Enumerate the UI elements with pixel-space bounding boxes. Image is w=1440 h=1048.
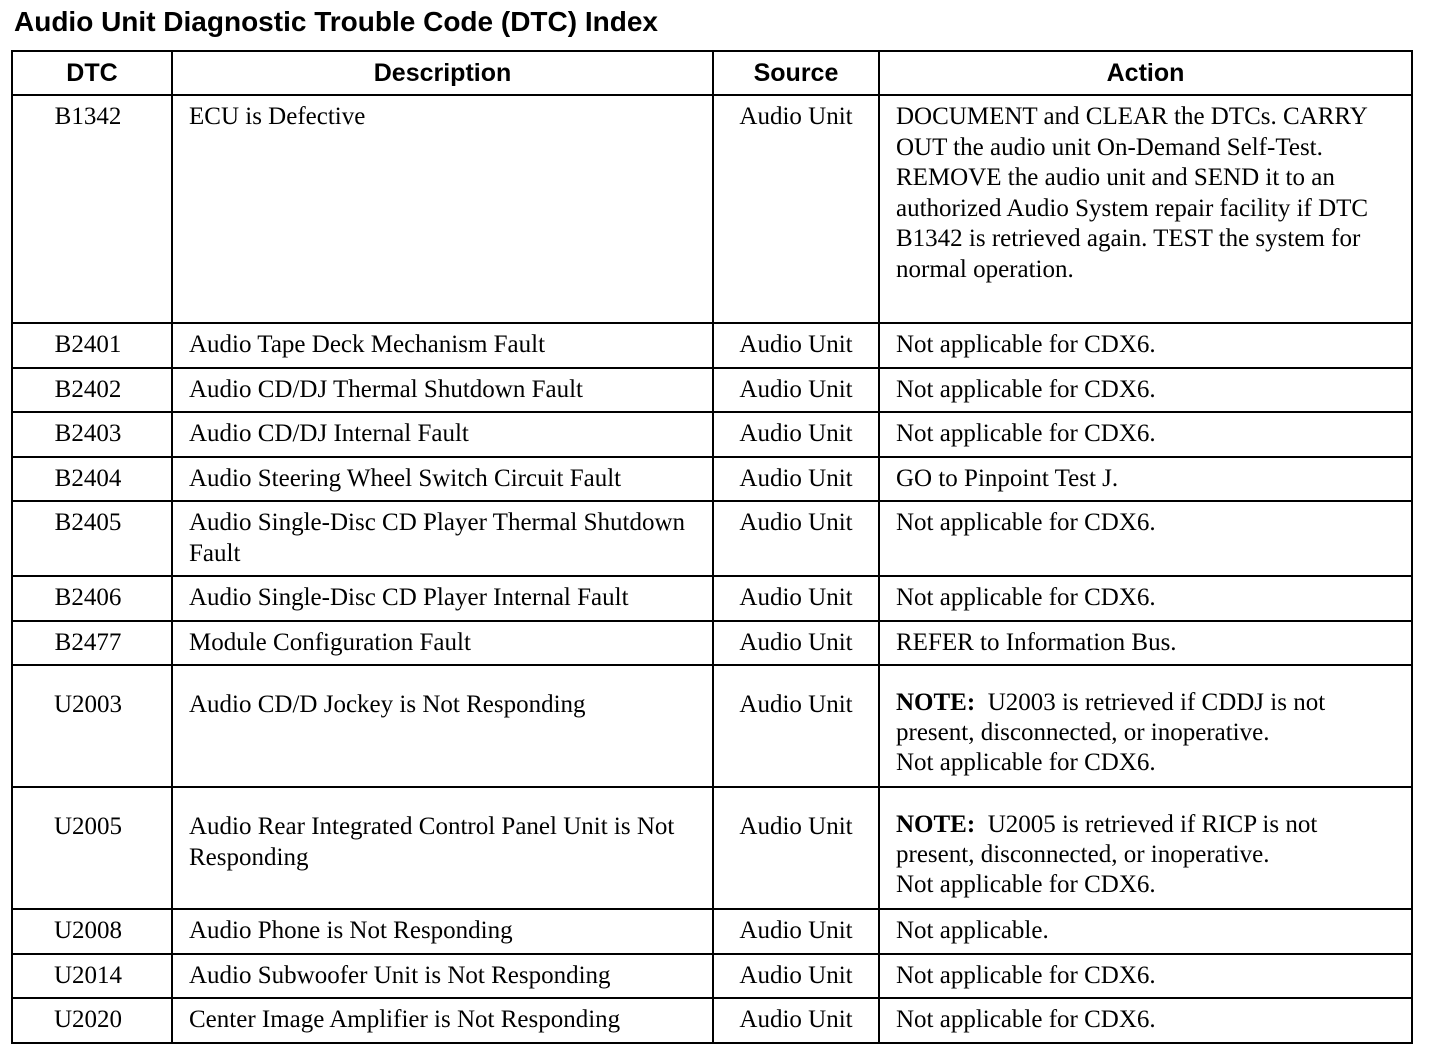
action-cell xyxy=(879,457,1412,502)
source-cell xyxy=(713,95,879,323)
source-cell xyxy=(713,576,879,621)
table-row xyxy=(12,998,1412,1043)
description-cell xyxy=(172,323,713,368)
description-cell xyxy=(172,501,713,576)
source-text: Audio Unit xyxy=(739,464,853,492)
action-text: Not applicable for CDX6. xyxy=(896,509,1156,536)
dtc-index-table xyxy=(11,50,1413,1044)
dtc-code-cell xyxy=(12,412,172,457)
action-note-block xyxy=(880,788,1411,906)
description-cell xyxy=(172,787,713,909)
dtc-code-cell xyxy=(12,95,172,323)
source-text: Audio Unit xyxy=(739,509,853,536)
note-text: U2005 is retrieved if RICP is not present, disconnected, or inoperative. xyxy=(896,811,1318,868)
dtc-code-cell xyxy=(12,501,172,576)
table-row xyxy=(12,95,1412,323)
dtc-code: U2014 xyxy=(53,961,123,989)
source-text: Audio Unit xyxy=(739,628,853,656)
table-row xyxy=(12,412,1412,457)
dtc-code-cell xyxy=(12,368,172,413)
dtc-code-cell xyxy=(12,621,172,666)
action-text: Not applicable for CDX6. xyxy=(896,420,1156,447)
action-text: Not applicable for CDX6. xyxy=(896,961,1156,989)
table-row xyxy=(12,457,1412,502)
description-cell xyxy=(172,412,713,457)
description-cell xyxy=(172,998,713,1043)
action-cell xyxy=(879,621,1412,666)
table-row xyxy=(12,368,1412,413)
source-text: Audio Unit xyxy=(739,420,853,447)
note-label: NOTE: xyxy=(896,689,976,716)
table-row xyxy=(12,501,1412,576)
source-cell xyxy=(713,323,879,368)
description-text: Audio Steering Wheel Switch Circuit Fault xyxy=(189,464,622,492)
action-cell xyxy=(879,998,1412,1043)
description-cell xyxy=(172,909,713,954)
note-text: U2003 is retrieved if CDDJ is not present, disconnected, or inoperative. xyxy=(896,689,1326,746)
dtc-code: B1342 xyxy=(54,103,122,130)
dtc-code-cell xyxy=(12,457,172,502)
column-header-description: Description xyxy=(172,51,713,95)
action-cell xyxy=(879,501,1412,576)
dtc-code: B2401 xyxy=(54,331,122,358)
description-text: Audio Rear Integrated Control Panel Unit is Not Responding xyxy=(189,813,675,871)
dtc-code-cell xyxy=(12,665,172,787)
dtc-code: U2005 xyxy=(53,813,123,840)
action-text: Not applicable. xyxy=(896,917,1049,944)
dtc-code: B2404 xyxy=(54,464,122,492)
action-text: Not applicable for CDX6. xyxy=(896,1006,1156,1033)
action-text: Not applicable for CDX6. xyxy=(896,331,1156,358)
action-text: GO to Pinpoint Test J. xyxy=(896,464,1119,492)
source-cell xyxy=(713,665,879,787)
table-row xyxy=(12,323,1412,368)
dtc-code: B2477 xyxy=(54,628,122,656)
source-cell xyxy=(713,909,879,954)
source-text: Audio Unit xyxy=(739,103,853,130)
source-text: Audio Unit xyxy=(739,917,853,944)
table-row xyxy=(12,787,1412,909)
dtc-code: B2402 xyxy=(54,375,122,403)
dtc-code-cell xyxy=(12,323,172,368)
description-text: Audio Subwoofer Unit is Not Responding xyxy=(189,961,611,989)
action-cell xyxy=(879,412,1412,457)
description-text: Module Configuration Fault xyxy=(189,628,471,656)
source-cell xyxy=(713,368,879,413)
action-cell xyxy=(879,95,1412,323)
description-text: Audio Tape Deck Mechanism Fault xyxy=(189,331,546,358)
table-row xyxy=(12,954,1412,999)
description-cell xyxy=(172,95,713,323)
column-header-dtc: DTC xyxy=(12,51,172,95)
source-text: Audio Unit xyxy=(739,961,853,989)
action-text: Not applicable for CDX6. xyxy=(896,584,1156,611)
action-cell xyxy=(879,665,1412,787)
action-note-block xyxy=(880,666,1411,784)
source-text: Audio Unit xyxy=(739,691,853,718)
action-text: Not applicable for CDX6. xyxy=(896,375,1156,403)
action-cell xyxy=(879,787,1412,909)
column-header-action: Action xyxy=(879,51,1412,95)
dtc-code-cell xyxy=(12,576,172,621)
dtc-code-cell xyxy=(12,787,172,909)
action-cell xyxy=(879,909,1412,954)
source-text: Audio Unit xyxy=(739,1006,853,1033)
action-cell xyxy=(879,576,1412,621)
description-cell xyxy=(172,621,713,666)
description-text: Audio CD/D Jockey is Not Responding xyxy=(189,691,586,718)
source-text: Audio Unit xyxy=(739,584,853,611)
source-text: Audio Unit xyxy=(739,813,853,840)
dtc-code: B2405 xyxy=(54,509,122,536)
dtc-code: U2008 xyxy=(53,917,123,944)
table-row xyxy=(12,576,1412,621)
action-cell xyxy=(879,954,1412,999)
source-cell xyxy=(713,412,879,457)
note-label: NOTE: xyxy=(896,811,976,838)
description-cell xyxy=(172,576,713,621)
description-text: Center Image Amplifier is Not Responding xyxy=(189,1006,621,1033)
source-cell xyxy=(713,501,879,576)
action-text: Not applicable for CDX6. xyxy=(896,749,1156,776)
source-cell xyxy=(713,998,879,1043)
description-text: Audio Single-Disc CD Player Internal Fault xyxy=(189,584,629,611)
dtc-code-cell xyxy=(12,998,172,1043)
table-row xyxy=(12,665,1412,787)
action-cell xyxy=(879,368,1412,413)
dtc-code: U2003 xyxy=(53,691,123,718)
dtc-code-cell xyxy=(12,909,172,954)
dtc-code-cell xyxy=(12,954,172,999)
page-title: Audio Unit Diagnostic Trouble Code (DTC) Index xyxy=(14,6,658,37)
dtc-code: B2406 xyxy=(54,584,122,611)
description-cell xyxy=(172,665,713,787)
action-text: DOCUMENT and CLEAR the DTCs. CARRY OUT the audio unit On-Demand Self-Test. REMOVE the audio unit and SEND it to an authorized Audio System repair facility if DTC B1342 is retrieved again. TEST the system for normal operation. xyxy=(896,103,1369,283)
source-cell xyxy=(713,457,879,502)
source-cell xyxy=(713,787,879,909)
action-text: REFER to Information Bus. xyxy=(896,628,1177,656)
description-text: ECU is Defective xyxy=(189,103,366,130)
description-cell xyxy=(172,368,713,413)
dtc-code: B2403 xyxy=(54,420,122,447)
table-row xyxy=(12,621,1412,666)
source-cell xyxy=(713,954,879,999)
description-cell xyxy=(172,457,713,502)
description-cell xyxy=(172,954,713,999)
source-text: Audio Unit xyxy=(739,331,853,358)
action-cell xyxy=(879,323,1412,368)
description-text: Audio Phone is Not Responding xyxy=(189,917,513,944)
description-text: Audio CD/DJ Thermal Shutdown Fault xyxy=(189,375,583,403)
table-row xyxy=(12,909,1412,954)
dtc-code: U2020 xyxy=(53,1006,123,1033)
description-text: Audio Single-Disc CD Player Thermal Shutdown Fault xyxy=(189,509,686,567)
action-text: Not applicable for CDX6. xyxy=(896,871,1156,898)
table-header-row xyxy=(12,51,1412,95)
description-text: Audio CD/DJ Internal Fault xyxy=(189,420,469,447)
source-text: Audio Unit xyxy=(739,375,853,403)
column-header-source: Source xyxy=(713,51,879,95)
source-cell xyxy=(713,621,879,666)
